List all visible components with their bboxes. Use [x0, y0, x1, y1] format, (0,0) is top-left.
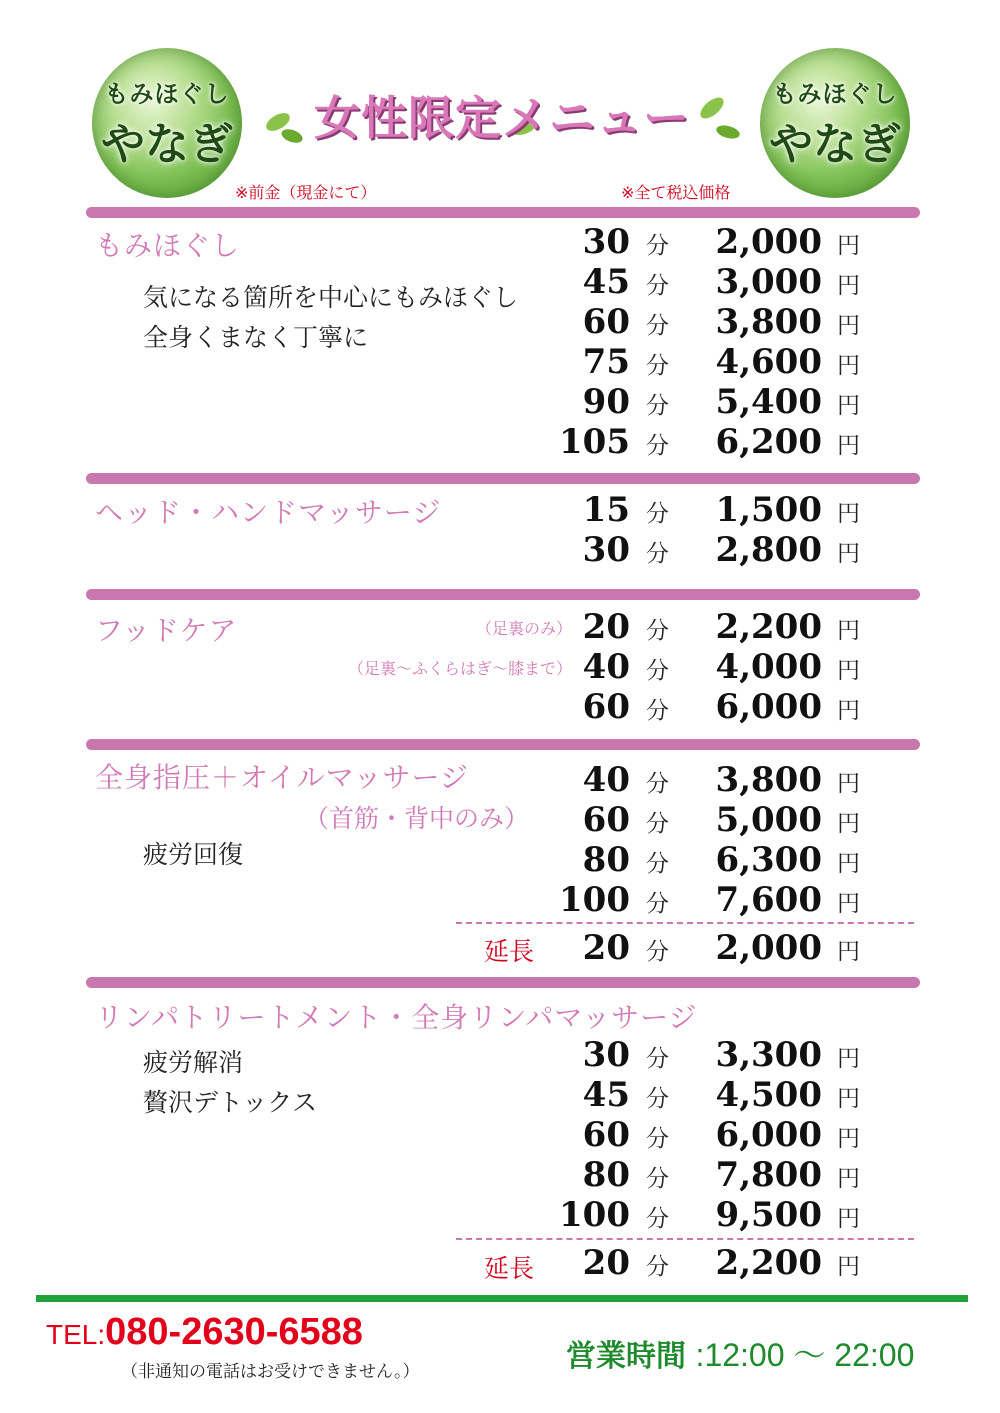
section-divider — [86, 977, 920, 988]
category-title: 全身指圧＋オイルマッサージ — [95, 761, 469, 794]
duration-minutes: 80 — [582, 840, 630, 880]
price-value: 7,800 — [715, 1155, 822, 1195]
duration-minutes: 40 — [582, 760, 630, 800]
prepay-note: ※前金（現金にて） — [235, 183, 377, 202]
tel-label: TEL: — [46, 1319, 106, 1350]
duration-minutes: 100 — [559, 880, 630, 920]
logo-name: やなぎ — [769, 119, 901, 170]
price-value: 6,000 — [715, 1115, 822, 1155]
yen-unit: 円 — [837, 501, 860, 527]
duration-minutes: 40 — [582, 647, 630, 687]
price-value: 2,800 — [715, 530, 822, 570]
price-row — [540, 687, 880, 727]
price-value: 6,200 — [715, 422, 822, 462]
minute-unit: 分 — [646, 811, 669, 837]
extension-label: 延長 — [484, 1254, 535, 1283]
logo-name: やなぎ — [101, 119, 233, 170]
minute-unit: 分 — [646, 313, 669, 339]
duration-minutes: 105 — [559, 422, 630, 462]
price-row — [540, 382, 880, 422]
minute-unit: 分 — [646, 433, 669, 459]
yen-unit: 円 — [837, 1166, 860, 1192]
yen-unit: 円 — [837, 273, 860, 299]
extension-row — [540, 1243, 880, 1283]
price-row — [540, 262, 880, 302]
duration-minutes: 75 — [582, 342, 630, 382]
minute-unit: 分 — [646, 658, 669, 684]
price-row — [540, 1075, 880, 1115]
price-row — [540, 490, 880, 530]
minute-unit: 分 — [646, 1166, 669, 1192]
row-note: （足裏～ふくらはぎ～膝まで） — [347, 659, 572, 678]
category-description: 気になる箇所を中心にもみほぐし — [143, 283, 519, 312]
duration-minutes: 100 — [559, 1195, 630, 1235]
category-description: 疲労回復 — [143, 840, 244, 869]
price-row — [540, 530, 880, 570]
price-value: 4,600 — [715, 342, 822, 382]
minute-unit: 分 — [646, 771, 669, 797]
section-divider — [86, 207, 920, 218]
minute-unit: 分 — [646, 501, 669, 527]
duration-minutes: 60 — [582, 1115, 630, 1155]
section-divider — [86, 589, 920, 600]
price-value: 6,300 — [715, 840, 822, 880]
yen-unit: 円 — [837, 393, 860, 419]
tax-note: ※全て税込価格 — [621, 183, 731, 202]
yen-unit: 円 — [837, 698, 860, 724]
logo-subtitle: もみほぐし — [772, 79, 898, 108]
price-row — [540, 647, 880, 687]
price-row — [540, 222, 880, 262]
extension-label: 延長 — [484, 937, 535, 966]
yen-unit: 円 — [837, 1254, 860, 1280]
duration-minutes: 45 — [582, 262, 630, 302]
minute-unit: 分 — [646, 891, 669, 917]
price-value: 3,000 — [715, 262, 822, 302]
row-note: （足裏のみ） — [475, 619, 572, 638]
category-description: 全身くまなく丁寧に — [143, 323, 369, 352]
minute-unit: 分 — [646, 618, 669, 644]
category-title: もみほぐし — [95, 229, 241, 262]
shop-logo-left — [92, 48, 242, 198]
duration-minutes: 30 — [582, 530, 630, 570]
price-value: 4,500 — [715, 1075, 822, 1115]
yen-unit: 円 — [837, 939, 860, 965]
minute-unit: 分 — [646, 353, 669, 379]
tel-number: 080-2630-6588 — [105, 1311, 363, 1353]
minute-unit: 分 — [646, 1046, 669, 1072]
price-value: 5,400 — [715, 382, 822, 422]
shop-logo-right — [760, 48, 910, 198]
extension-divider — [456, 1238, 914, 1240]
price-row — [540, 422, 880, 462]
minute-unit: 分 — [646, 1086, 669, 1112]
minute-unit: 分 — [646, 698, 669, 724]
price-row — [540, 880, 880, 920]
business-hours — [566, 1330, 914, 1376]
yen-unit: 円 — [837, 618, 860, 644]
tel-note: （非通知の電話はお受けできません。） — [121, 1362, 420, 1382]
price-row — [540, 1195, 880, 1235]
minute-unit: 分 — [646, 541, 669, 567]
minute-unit: 分 — [646, 1254, 669, 1280]
duration-minutes: 30 — [582, 1035, 630, 1075]
extension-row — [540, 928, 880, 968]
footer-divider — [36, 1295, 968, 1302]
price-value: 2,000 — [715, 222, 822, 262]
price-value: 3,300 — [715, 1035, 822, 1075]
price-value: 2,000 — [715, 928, 822, 968]
category-description: 贅沢デトックス — [143, 1088, 318, 1117]
price-value: 6,000 — [715, 687, 822, 727]
yen-unit: 円 — [837, 658, 860, 684]
price-row — [540, 800, 880, 840]
yen-unit: 円 — [837, 313, 860, 339]
category-title: フッドケア — [95, 614, 238, 647]
yen-unit: 円 — [837, 433, 860, 459]
page-title: 女性限定メニュー — [314, 91, 690, 145]
yen-unit: 円 — [837, 1126, 860, 1152]
price-row — [540, 1035, 880, 1075]
yen-unit: 円 — [837, 771, 860, 797]
price-row — [540, 342, 880, 382]
price-value: 4,000 — [715, 647, 822, 687]
section-divider — [86, 473, 920, 484]
yen-unit: 円 — [837, 233, 860, 259]
duration-minutes: 30 — [582, 222, 630, 262]
price-row — [540, 302, 880, 342]
duration-minutes: 20 — [582, 607, 630, 647]
yen-unit: 円 — [837, 1086, 860, 1112]
yen-unit: 円 — [837, 1206, 860, 1232]
minute-unit: 分 — [646, 233, 669, 259]
phone-number[interactable] — [46, 1311, 363, 1354]
extension-divider — [456, 922, 914, 924]
duration-minutes: 15 — [582, 490, 630, 530]
price-value: 1,500 — [715, 490, 822, 530]
minute-unit: 分 — [646, 1126, 669, 1152]
category-title: リンパトリートメント・全身リンパマッサージ — [95, 1001, 698, 1034]
minute-unit: 分 — [646, 1206, 669, 1232]
price-value: 2,200 — [715, 607, 822, 647]
category-description: 疲労解消 — [143, 1048, 244, 1077]
yen-unit: 円 — [837, 1046, 860, 1072]
price-row — [540, 760, 880, 800]
duration-minutes: 80 — [582, 1155, 630, 1195]
yen-unit: 円 — [837, 891, 860, 917]
duration-minutes: 45 — [582, 1075, 630, 1115]
duration-minutes: 60 — [582, 302, 630, 342]
yen-unit: 円 — [837, 851, 860, 877]
hours-label: 営業時間 — [566, 1339, 686, 1374]
duration-minutes: 60 — [582, 687, 630, 727]
price-value: 5,000 — [715, 800, 822, 840]
section-divider — [86, 739, 920, 750]
duration-minutes: 20 — [582, 928, 630, 968]
category-subtitle: （首筋・背中のみ） — [304, 804, 530, 833]
logo-subtitle: もみほぐし — [104, 79, 230, 108]
hours-value: :12:00 ～ 22:00 — [695, 1337, 915, 1373]
minute-unit: 分 — [646, 273, 669, 299]
price-value: 2,200 — [715, 1243, 822, 1283]
duration-minutes: 60 — [582, 800, 630, 840]
category-title: ヘッド・ハンドマッサージ — [95, 496, 442, 529]
minute-unit: 分 — [646, 393, 669, 419]
price-value: 3,800 — [715, 760, 822, 800]
duration-minutes: 20 — [582, 1243, 630, 1283]
yen-unit: 円 — [837, 541, 860, 567]
yen-unit: 円 — [837, 353, 860, 379]
duration-minutes: 90 — [582, 382, 630, 422]
price-row — [540, 1115, 880, 1155]
price-value: 3,800 — [715, 302, 822, 342]
page-title-area — [262, 82, 742, 152]
price-row — [540, 840, 880, 880]
price-value: 9,500 — [715, 1195, 822, 1235]
minute-unit: 分 — [646, 851, 669, 877]
price-row — [540, 607, 880, 647]
price-value: 7,600 — [715, 880, 822, 920]
price-row — [540, 1155, 880, 1195]
yen-unit: 円 — [837, 811, 860, 837]
minute-unit: 分 — [646, 939, 669, 965]
